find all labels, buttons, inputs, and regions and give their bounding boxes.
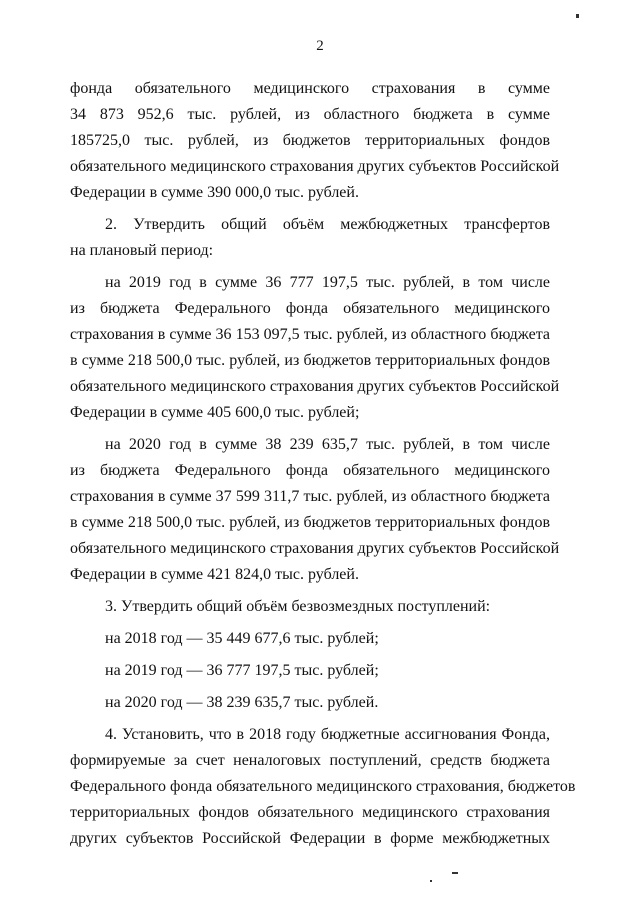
text-line: на 2020 год — 38 239 635,7 тыс. рублей. xyxy=(105,694,379,711)
text-line: на 2018 год — 35 449 677,6 тыс. рублей; xyxy=(105,630,379,647)
text-line: территориальных фондов обязательного медицинского страхования xyxy=(70,804,550,821)
text-line: обязательного медицинского страхования других субъектов Российской xyxy=(70,158,560,175)
text-line: Федерации в сумме 390 000,0 тыс. рублей. xyxy=(70,184,359,201)
text-line: других субъектов Российской Федерации в форме межбюджетных xyxy=(70,830,550,847)
text-line: 34 873 952,6 тыс. рублей, из областного бюджета в сумме xyxy=(70,106,550,123)
text-line: формируемые за счет неналоговых поступлений, средств бюджета xyxy=(70,752,550,769)
text-line: 3. Утвердить общий объём безвозмездных поступлений: xyxy=(105,598,491,615)
text-line: обязательного медицинского страхования других субъектов Российской xyxy=(70,378,560,395)
text-line: на 2019 год — 36 777 197,5 тыс. рублей; xyxy=(105,662,379,679)
text-line: страхования в сумме 37 599 311,7 тыс. рублей, из областного бюджета xyxy=(70,488,550,505)
text-line: на 2020 год в сумме 38 239 635,7 тыс. рублей, в том числе xyxy=(105,436,550,453)
document-body xyxy=(70,76,576,852)
text-line: из бюджета Федерального фонда обязательного медицинского xyxy=(70,462,550,479)
text-line: Федерации в сумме 421 824,0 тыс. рублей. xyxy=(70,566,359,583)
text-line: в сумме 218 500,0 тыс. рублей, из бюджетов территориальных фондов xyxy=(70,514,550,531)
text-line: Федерации в сумме 405 600,0 тыс. рублей; xyxy=(70,404,360,421)
text-line: из бюджета Федерального фонда обязательного медицинского xyxy=(70,300,550,317)
scan-speck xyxy=(576,14,579,18)
text-line: обязательного медицинского страхования других субъектов Российской xyxy=(70,540,560,557)
scan-speck xyxy=(452,872,458,874)
text-line: в сумме 218 500,0 тыс. рублей, из бюджетов территориальных фондов xyxy=(70,352,550,369)
text-line: фонда обязательного медицинского страхования в сумме xyxy=(70,80,550,97)
text-line: на плановый период: xyxy=(70,242,214,259)
page-number: 2 xyxy=(316,38,324,54)
text-line: страхования в сумме 36 153 097,5 тыс. рублей, из областного бюджета xyxy=(70,326,550,343)
text-line: 4. Установить, что в 2018 году бюджетные ассигнования Фонда, xyxy=(105,726,550,743)
text-line: на 2019 год в сумме 36 777 197,5 тыс. рублей, в том числе xyxy=(105,274,550,291)
scan-speck xyxy=(430,880,432,882)
text-line: 185725,0 тыс. рублей, из бюджетов территориальных фондов xyxy=(70,132,550,149)
text-line: Федерального фонда обязательного медицинского страхования, бюджетов xyxy=(70,778,576,795)
text-line: 2. Утвердить общий объём межбюджетных трансфертов xyxy=(105,216,550,233)
